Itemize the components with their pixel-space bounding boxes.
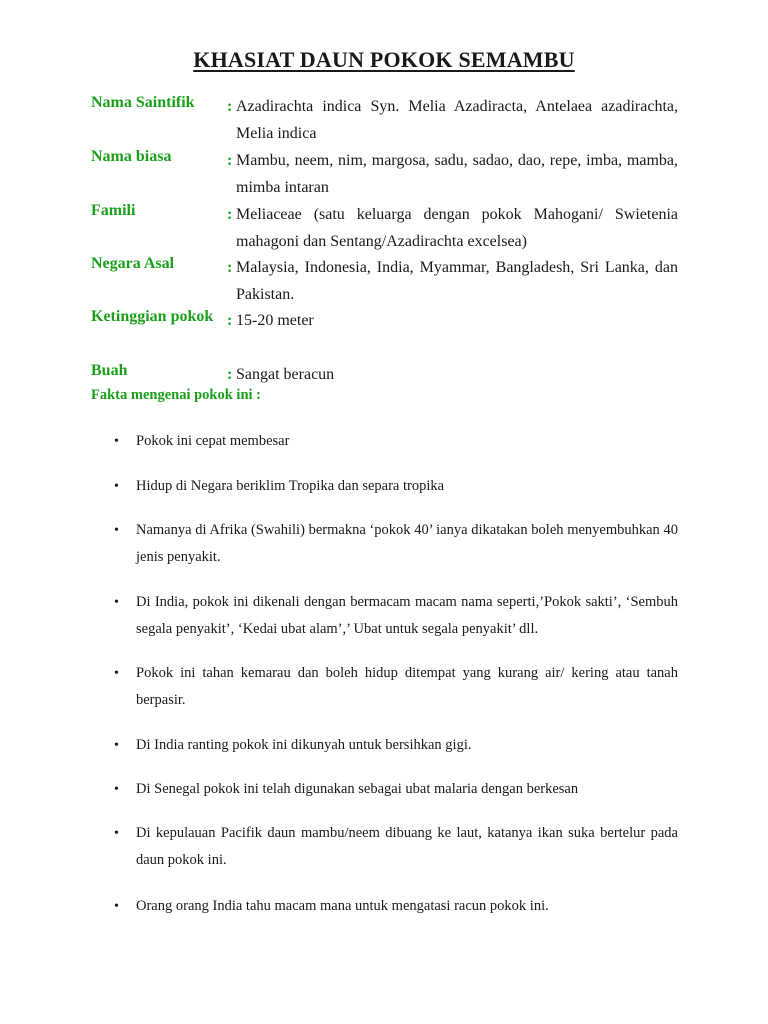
info-value bbox=[227, 147, 678, 201]
info-label: Nama biasa bbox=[91, 148, 172, 165]
info-value bbox=[227, 307, 678, 334]
info-value bbox=[227, 201, 678, 255]
list-item bbox=[91, 732, 678, 759]
page-title: KHASIAT DAUN POKOK SEMAMBU bbox=[193, 47, 575, 72]
colon: : bbox=[227, 366, 233, 383]
colon: : bbox=[227, 312, 233, 329]
fact-text: Namanya di Afrika (Swahili) bermakna ‘pokok 40’ ianya dikatakan boleh menyembuhkan 40 jenis penyakit. bbox=[136, 522, 678, 565]
info-value-text: Sangat beracun bbox=[236, 366, 335, 383]
info-label: Buah bbox=[91, 362, 128, 379]
list-item bbox=[91, 660, 678, 714]
bullet-icon: • bbox=[114, 738, 119, 753]
info-value bbox=[227, 361, 678, 388]
info-label: Nama Saintifik bbox=[91, 94, 195, 111]
list-item bbox=[91, 428, 678, 455]
facts-heading: Fakta mengenai pokok ini : bbox=[91, 387, 261, 403]
fact-text: Di kepulauan Pacifik daun mambu/neem dibuang ke laut, katanya ikan suka bertelur pada daun pokok ini. bbox=[136, 825, 678, 868]
bullet-icon: • bbox=[114, 434, 119, 449]
fact-text: Pokok ini tahan kemarau dan boleh hidup ditempat yang kurang air/ kering atau tanah berpasir. bbox=[136, 665, 678, 708]
fact-text: Hidup di Negara beriklim Tropika dan separa tropika bbox=[136, 478, 445, 494]
list-item bbox=[91, 589, 678, 643]
info-value bbox=[227, 254, 678, 308]
bullet-icon: • bbox=[114, 479, 119, 494]
fact-text: Di Senegal pokok ini telah digunakan sebagai ubat malaria dengan berkesan bbox=[136, 781, 579, 797]
bullet-icon: • bbox=[114, 899, 119, 914]
info-value-text: Azadirachta indica Syn. Melia Azadiracta, Antelaea azadirachta, Melia indica bbox=[236, 98, 678, 142]
list-item bbox=[91, 776, 678, 803]
info-value-text: 15-20 meter bbox=[236, 312, 314, 329]
info-value-text: Meliaceae (satu keluarga dengan pokok Mahogani/ Swietenia mahagoni dan Sentang/Azadirachta excelsea) bbox=[236, 206, 678, 250]
colon: : bbox=[227, 152, 233, 169]
fact-text: Di India ranting pokok ini dikunyah untuk bersihkan gigi. bbox=[136, 737, 472, 753]
colon: : bbox=[227, 98, 233, 115]
bullet-icon: • bbox=[114, 826, 119, 841]
info-label: Famili bbox=[91, 202, 136, 219]
info-value bbox=[227, 93, 678, 147]
list-item bbox=[91, 820, 678, 874]
fact-text: Orang orang India tahu macam mana untuk mengatasi racun pokok ini. bbox=[136, 898, 549, 914]
info-value-text: Malaysia, Indonesia, India, Myammar, Bangladesh, Sri Lanka, dan Pakistan. bbox=[236, 259, 678, 303]
info-value-text: Mambu, neem, nim, margosa, sadu, sadao, dao, repe, imba, mamba, mimba intaran bbox=[236, 152, 678, 196]
bullet-icon: • bbox=[114, 666, 119, 681]
fact-text: Di India, pokok ini dikenali dengan bermacam macam nama seperti,’Pokok sakti’, ‘Sembuh segala penyakit’, ‘Kedai ubat alam’,’ Ubat untuk segala penyakit’ dll. bbox=[136, 594, 678, 637]
info-label: Ketinggian pokok bbox=[91, 308, 214, 325]
list-item bbox=[91, 517, 678, 571]
bullet-icon: • bbox=[114, 595, 119, 610]
bullet-icon: • bbox=[114, 782, 119, 797]
fact-text: Pokok ini cepat membesar bbox=[136, 433, 290, 449]
colon: : bbox=[227, 259, 233, 276]
list-item bbox=[91, 473, 678, 500]
list-item bbox=[91, 893, 678, 920]
bullet-icon: • bbox=[114, 523, 119, 538]
info-label: Negara Asal bbox=[91, 255, 175, 272]
colon: : bbox=[227, 206, 233, 223]
